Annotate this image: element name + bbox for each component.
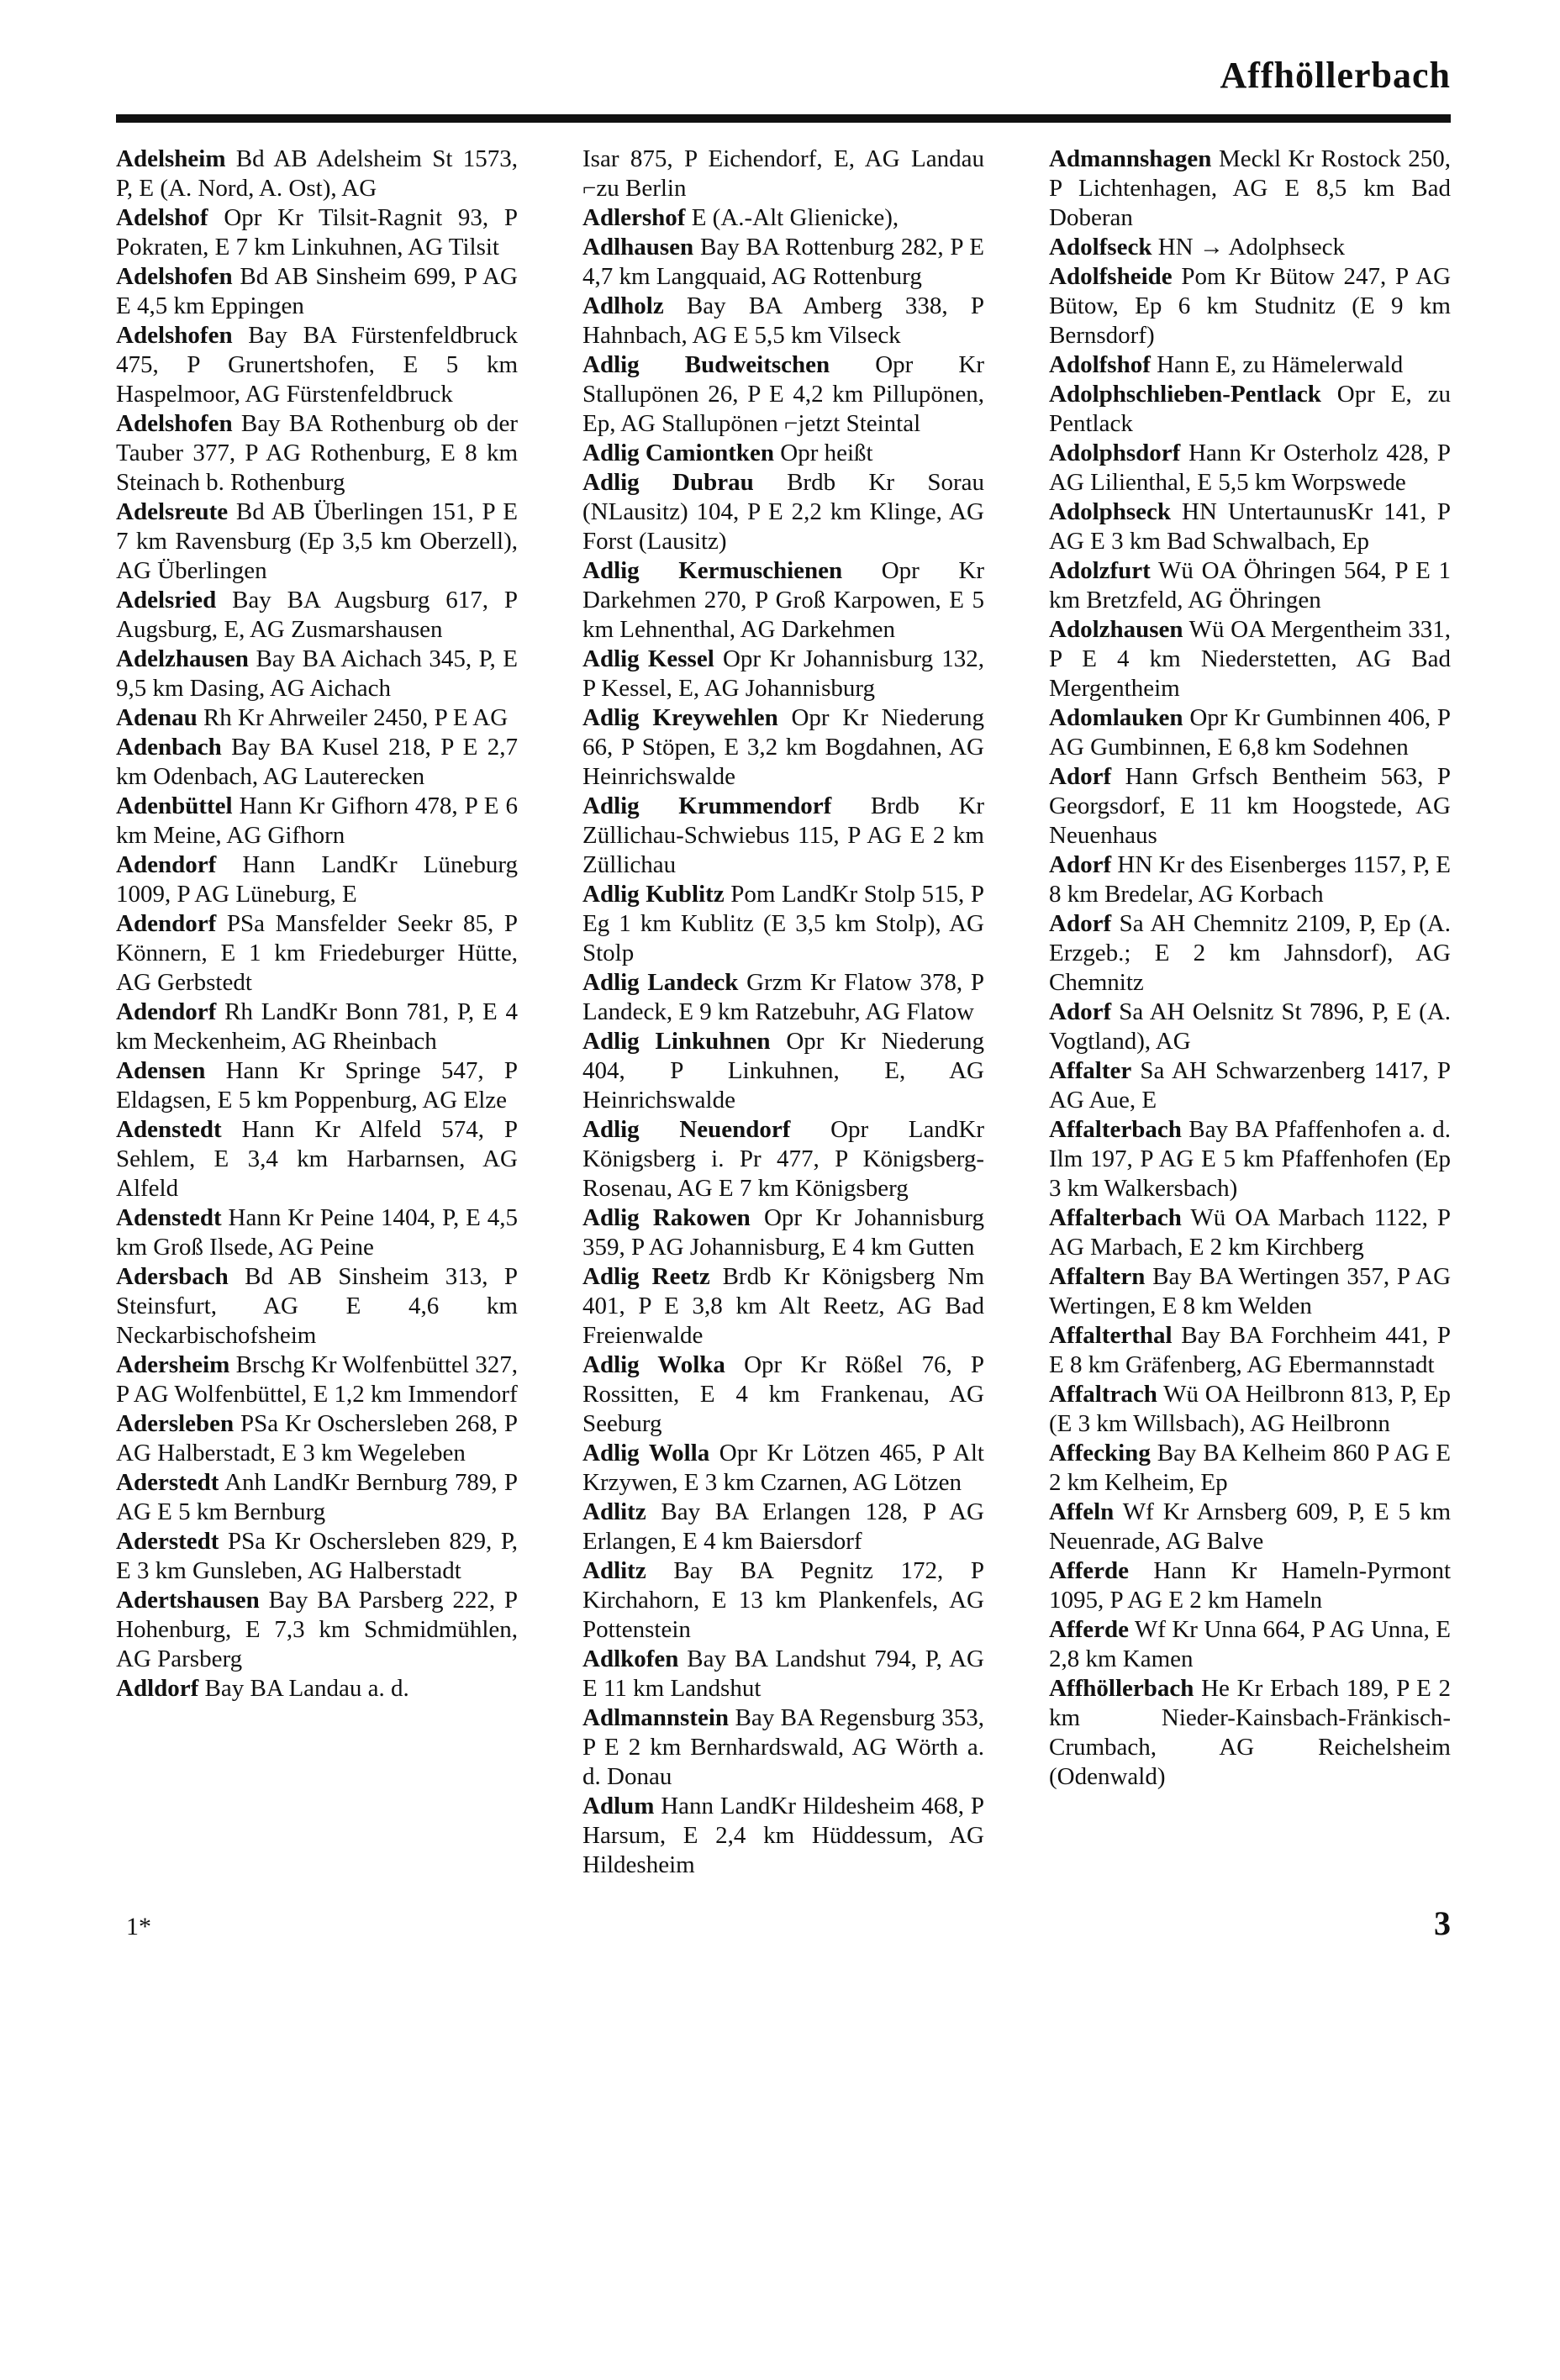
entry-place-name: Affecking [1049, 1440, 1151, 1466]
gazetteer-entry [116, 1203, 518, 1262]
gazetteer-entry [1049, 1615, 1451, 1674]
entry-place-name: Adorf [1049, 998, 1112, 1025]
gazetteer-entry [116, 1115, 518, 1203]
entry-place-name: Adlig Budweitschen [582, 351, 830, 378]
gazetteer-entry [1049, 909, 1451, 998]
entry-place-name: Adlholz [582, 292, 664, 319]
entry-details: HN → Adolphseck [1157, 234, 1346, 261]
entry-details: He Kr Erbach 189, P E 2 km Nieder-Kainsbach-Fränkisch-Crumbach, AG Reichelsheim (Odenwald) [1049, 1675, 1452, 1790]
gazetteer-entry [1049, 615, 1451, 703]
gazetteer-entry [116, 1527, 518, 1586]
entry-details: Wü OA Heilbronn 813, P, Ep (E 3 km Willsbach), AG Heilbronn [1049, 1381, 1451, 1437]
entry-place-name: Adelshofen [116, 322, 233, 349]
entry-place-name: Affalterthal [1049, 1322, 1173, 1349]
entry-details: Bay BA Pfaffenhofen a. d. Ilm 197, P AG E 5 km Pfaffenhofen (Ep 3 km Walkersbach) [1049, 1116, 1451, 1202]
entry-place-name: Adlig Wolla [582, 1440, 710, 1466]
gazetteer-entry [582, 1792, 984, 1880]
entry-details: Opr Kr Johannisburg 359, P AG Johannisburg, E 4 km Gutten [582, 1204, 985, 1261]
entry-details: Bay BA Fürstenfeldbruck 475, P Grunertshofen, E 5 km Haspelmoor, AG Fürstenfeldbruck [116, 322, 519, 408]
entry-place-name: Admannshagen [1049, 145, 1212, 172]
entry-details: HN UntertaunusKr 141, P AG E 3 km Bad Schwalbach, Ep [1049, 498, 1452, 555]
entry-place-name: Adlig Dubrau [582, 469, 754, 496]
entry-details: Opr LandKr Königsberg i. Pr 477, P Königsberg-Rosenau, AG E 7 km Königsberg [582, 1116, 984, 1202]
gazetteer-entry [1049, 1203, 1451, 1262]
gazetteer-entry [582, 468, 984, 556]
gazetteer-entry [1049, 498, 1451, 556]
entry-details: Pom Kr Bütow 247, P AG Bütow, Ep 6 km Studnitz (E 9 km Bernsdorf) [1049, 263, 1452, 349]
entry-place-name: Adelzhausen [116, 645, 249, 672]
column-2 [582, 145, 984, 1880]
gazetteer-entry [116, 1674, 518, 1703]
entry-details: Opr Kr Tilsit-Ragnit 93, P Pokraten, E 7 km Linkuhnen, AG Tilsit [116, 204, 518, 261]
entry-place-name: Affalterbach [1049, 1204, 1182, 1231]
entry-details: Hann LandKr Hildesheim 468, P Harsum, E 2,4 km Hüddessum, AG Hildesheim [582, 1793, 984, 1878]
gazetteer-entry [1049, 1115, 1451, 1203]
gazetteer-entry [582, 1556, 984, 1645]
entry-details: Wf Kr Arnsberg 609, P, E 5 km Neuenrade, AG Balve [1049, 1498, 1452, 1555]
entry-place-name: Adolzfurt [1049, 557, 1151, 584]
gazetteer-entry [1049, 1321, 1451, 1380]
gazetteer-entry [582, 292, 984, 350]
entry-place-name: Adelsried [116, 587, 217, 613]
entry-place-name: Adersbach [116, 1263, 229, 1290]
entry-place-name: Adlkofen [582, 1645, 679, 1672]
entry-details: Bay BA Regensburg 353, P E 2 km Bernhardswald, AG Wörth a. d. Donau [582, 1704, 985, 1790]
entry-details: Isar 875, P Eichendorf, E, AG Landau ⌐zu Berlin [582, 145, 984, 202]
entry-details: Hann Kr Hameln-Pyrmont 1095, P AG E 2 km Hameln [1049, 1557, 1451, 1614]
entry-place-name: Adlmannstein [582, 1704, 730, 1731]
gazetteer-entry [582, 880, 984, 968]
entry-place-name: Adlig Kublitz [582, 881, 725, 908]
entry-details: PSa Mansfelder Seekr 85, P Könnern, E 1 km Friedeburger Hütte, AG Gerbstedt [116, 910, 519, 996]
entry-details: Bd AB Sinsheim 699, P AG E 4,5 km Eppingen [116, 263, 519, 319]
entry-details: Hann Grfsch Bentheim 563, P Georgsdorf, E 11 km Hoogstede, AG Neuenhaus [1049, 763, 1452, 849]
entry-details: Opr Kr Niederung 66, P Stöpen, E 3,2 km Bogdahnen, AG Heinrichswalde [582, 704, 984, 790]
entry-place-name: Adolfseck [1049, 234, 1152, 261]
entry-details: Bay BA Augsburg 617, P Augsburg, E, AG Zusmarshausen [116, 587, 519, 643]
entry-details: Brschg Kr Wolfenbüttel 327, P AG Wolfenbüttel, E 1,2 km Immendorf [116, 1351, 518, 1408]
entry-details: Meckl Kr Rostock 250, P Lichtenhagen, AG E 8,5 km Bad Doberan [1049, 145, 1452, 231]
entry-place-name: Adendorf [116, 910, 217, 937]
entry-details: HN Kr des Eisenberges 1157, P, E 8 km Bredelar, AG Korbach [1049, 851, 1452, 908]
gazetteer-entry [582, 703, 984, 792]
entry-place-name: Adolphschlieben-Pentlack [1049, 381, 1321, 408]
entry-details: Bay BA Aichach 345, P, E 9,5 km Dasing, AG Aichach [116, 645, 519, 702]
gazetteer-entry [116, 909, 518, 998]
entry-details: Bay BA Kusel 218, P E 2,7 km Odenbach, AG Lauterecken [116, 734, 519, 790]
gazetteer-entry [1049, 1439, 1451, 1498]
entry-place-name: Adlitz [582, 1498, 646, 1525]
entry-details: Pom LandKr Stolp 515, P Eg 1 km Kublitz (E 3,5 km Stolp), AG Stolp [582, 881, 984, 966]
gazetteer-entry [1049, 762, 1451, 850]
entry-details: Sa AH Oelsnitz St 7896, P, E (A. Vogtland), AG [1049, 998, 1452, 1055]
gazetteer-entry [116, 645, 518, 703]
entry-place-name: Adersleben [116, 1410, 235, 1437]
entry-place-name: Adlitz [582, 1557, 646, 1584]
entry-place-name: Adlig Kreywehlen [582, 704, 778, 731]
gazetteer-entry [582, 1645, 984, 1703]
gazetteer-entry [116, 850, 518, 909]
entry-details: Hann LandKr Lüneburg 1009, P AG Lüneburg, E [116, 851, 518, 908]
entry-details: Opr Kr Niederung 404, P Linkuhnen, E, AG Heinrichswalde [582, 1028, 985, 1114]
entry-place-name: Affalterbach [1049, 1116, 1182, 1143]
entry-details: Wf Kr Unna 664, P AG Unna, E 2,8 km Kamen [1049, 1616, 1451, 1672]
entry-details: Sa AH Chemnitz 2109, P, Ep (A. Erzgeb.; E 2 km Jahnsdorf), AG Chemnitz [1049, 910, 1451, 996]
entry-details: Opr Kr Stallupönen 26, P E 4,2 km Pillupönen, Ep, AG Stallupönen ⌐jetzt Steintal [582, 351, 984, 437]
gazetteer-entry [1049, 1262, 1451, 1321]
entry-place-name: Adlig Wolka [582, 1351, 725, 1378]
gazetteer-entry [116, 998, 518, 1056]
gazetteer-entry [582, 556, 984, 645]
page-number: 3 [1434, 1904, 1451, 1942]
entry-place-name: Adlig Kessel [582, 645, 714, 672]
gazetteer-entry [116, 145, 518, 203]
entry-details: Sa AH Schwarzenberg 1417, P AG Aue, E [1049, 1057, 1452, 1114]
entry-place-name: Adendorf [116, 998, 217, 1025]
gazetteer-entry [1049, 439, 1451, 498]
gazetteer-entry [1049, 262, 1451, 350]
gazetteer-entry [116, 586, 518, 645]
entry-details: Opr Kr Rößel 76, P Rossitten, E 4 km Frankenau, AG Seeburg [582, 1351, 985, 1437]
entry-place-name: Adolfsheide [1049, 263, 1173, 290]
entry-details: Bay BA Landshut 794, P, AG E 11 km Landshut [582, 1645, 984, 1702]
gazetteer-entry [582, 1351, 984, 1439]
entry-place-name: Adorf [1049, 851, 1112, 878]
gazetteer-entry [582, 1498, 984, 1556]
entry-details: Hann Kr Peine 1404, P, E 4,5 km Groß Ilsede, AG Peine [116, 1204, 518, 1261]
entry-details: Hann E, zu Hämelerwald [1157, 351, 1404, 378]
entry-place-name: Adelshof [116, 204, 208, 231]
gazetteer-entry [582, 1027, 984, 1115]
entry-details: Opr heißt [780, 440, 873, 466]
entry-details: Bay BA Parsberg 222, P Hohenburg, E 7,3 km Schmidmühlen, AG Parsberg [116, 1587, 518, 1672]
gazetteer-entry [582, 792, 984, 880]
entry-place-name: Adlershof [582, 204, 686, 231]
gazetteer-entry [116, 1056, 518, 1115]
gazetteer-entry [116, 733, 518, 792]
entry-place-name: Adenstedt [116, 1204, 222, 1231]
entry-details: E (A.-Alt Glienicke), [691, 204, 899, 231]
entry-place-name: Adlig Linkuhnen [582, 1028, 771, 1055]
entry-details: Hann Kr Osterholz 428, P AG Lilienthal, E 5,5 km Worpswede [1049, 440, 1451, 496]
entry-place-name: Adlig Kermuschienen [582, 557, 843, 584]
entry-place-name: Adlig Neuendorf [582, 1116, 791, 1143]
entry-details: Rh LandKr Bonn 781, P, E 4 km Meckenheim, AG Rheinbach [116, 998, 519, 1055]
entry-details: Bay BA Pegnitz 172, P Kirchahorn, E 13 km Plankenfels, AG Pottenstein [582, 1557, 985, 1643]
gazetteer-entry [116, 262, 518, 321]
entry-place-name: Adolfshof [1049, 351, 1151, 378]
entry-place-name: Adlig Landeck [582, 969, 739, 996]
entry-details: Bay BA Forchheim 441, P E 8 km Gräfenberg, AG Ebermannstadt [1049, 1322, 1451, 1378]
entry-details: Bay BA Wertingen 357, P AG Wertingen, E 8 km Welden [1049, 1263, 1452, 1319]
gazetteer-entry [582, 1439, 984, 1498]
entry-details: Wü OA Mergentheim 331, P E 4 km Niederstetten, AG Bad Mergentheim [1049, 616, 1451, 702]
entry-place-name: Adelshofen [116, 263, 233, 290]
entry-place-name: Aderstedt [116, 1469, 219, 1496]
entry-place-name: Adlig Camiontken [582, 440, 775, 466]
entry-place-name: Adlhausen [582, 234, 694, 261]
entry-place-name: Adertshausen [116, 1587, 260, 1614]
entry-details: Grzm Kr Flatow 378, P Landeck, E 9 km Ratzebuhr, AG Flatow [582, 969, 984, 1025]
running-head: Affhöllerbach [1220, 55, 1451, 96]
gazetteer-entry [1049, 1556, 1451, 1615]
entry-details: Bay BA Rothenburg ob der Tauber 377, P AG Rothenburg, E 8 km Steinach b. Rothenburg [116, 410, 519, 496]
gazetteer-entry [116, 409, 518, 498]
entry-place-name: Affhöllerbach [1049, 1675, 1194, 1702]
entry-details: Brdb Kr Züllichau-Schwiebus 115, P AG E 2 km Züllichau [582, 792, 985, 878]
gazetteer-entry [116, 203, 518, 262]
column-3 [1049, 145, 1451, 1880]
gazetteer-entry [116, 792, 518, 850]
entry-place-name: Afferde [1049, 1557, 1130, 1584]
gazetteer-entry [582, 203, 984, 233]
gazetteer-entry [582, 1262, 984, 1351]
entry-place-name: Adensen [116, 1057, 206, 1084]
entry-details: Bay BA Rottenburg 282, P E 4,7 km Langquaid, AG Rottenburg [582, 234, 984, 290]
entry-place-name: Affaltern [1049, 1263, 1146, 1290]
entry-place-name: Adlig Reetz [582, 1263, 710, 1290]
gazetteer-entry [1049, 850, 1451, 909]
entry-details: Rh Kr Ahrweiler 2450, P E AG [203, 704, 509, 731]
entry-details: Bay BA Kelheim 860 P AG E 2 km Kelheim, Ep [1049, 1440, 1452, 1496]
entry-place-name: Adolphsdorf [1049, 440, 1181, 466]
entry-place-name: Adersheim [116, 1351, 230, 1378]
gazetteer-entry [582, 1203, 984, 1262]
entry-details: Opr Kr Darkehmen 270, P Groß Karpowen, E 5 km Lehnenthal, AG Darkehmen [582, 557, 984, 643]
entry-details: Bd AB Überlingen 151, P E 7 km Ravensburg (Ep 3,5 km Oberzell), AG Überlingen [116, 498, 518, 584]
gazetteer-entry [582, 233, 984, 292]
entry-details: Anh LandKr Bernburg 789, P AG E 5 km Bernburg [116, 1469, 518, 1525]
footer [116, 1903, 1451, 1944]
entry-place-name: Adldorf [116, 1675, 199, 1702]
entry-details: Wü OA Öhringen 564, P E 1 km Bretzfeld, AG Öhringen [1049, 557, 1452, 613]
gazetteer-entry [116, 1351, 518, 1409]
gazetteer-entry [1049, 1056, 1451, 1115]
entry-place-name: Adelsreute [116, 498, 229, 525]
entry-place-name: Adlig Krummendorf [582, 792, 832, 819]
entry-place-name: Adolphseck [1049, 498, 1172, 525]
gazetteer-entry [1049, 1674, 1451, 1792]
entry-details: Bay BA Erlangen 128, P AG Erlangen, E 4 km Baiersdorf [582, 1498, 984, 1555]
entry-place-name: Adenbüttel [116, 792, 233, 819]
header-rule [116, 114, 1451, 123]
entry-place-name: Adenbach [116, 734, 222, 761]
entry-details: Opr Kr Lötzen 465, P Alt Krzywen, E 3 km Czarnen, AG Lötzen [582, 1440, 984, 1496]
gazetteer-entry [582, 439, 984, 468]
gazetteer-entry [1049, 703, 1451, 762]
entry-details: Hann Kr Gifhorn 478, P E 6 km Meine, AG Gifhorn [116, 792, 519, 849]
entry-place-name: Adelshofen [116, 410, 233, 437]
entry-details: Brdb Kr Königsberg Nm 401, P E 3,8 km Alt Reetz, AG Bad Freienwalde [582, 1263, 985, 1349]
entry-place-name: Adorf [1049, 763, 1112, 790]
entry-place-name: Aderstedt [116, 1528, 219, 1555]
gazetteer-entry [1049, 233, 1451, 262]
entry-details: Wü OA Marbach 1122, P AG Marbach, E 2 km Kirchberg [1049, 1204, 1451, 1261]
entry-details: Opr Kr Johannisburg 132, P Kessel, E, AG Johannisburg [582, 645, 984, 702]
entry-place-name: Adorf [1049, 910, 1112, 937]
gazetteer-entry [1049, 556, 1451, 615]
entry-details: Hann Kr Springe 547, P Eldagsen, E 5 km Poppenburg, AG Elze [116, 1057, 519, 1114]
gazetteer-entry [116, 498, 518, 586]
entry-place-name: Afferde [1049, 1616, 1130, 1643]
gazetteer-entry [582, 350, 984, 439]
entry-details: PSa Kr Oschersleben 268, P AG Halberstadt, E 3 km Wegeleben [116, 1410, 519, 1466]
entry-details: Brdb Kr Sorau (NLausitz) 104, P E 2,2 km Klinge, AG Forst (Lausitz) [582, 469, 985, 555]
gazetteer-entry [116, 321, 518, 409]
gazetteer-entry [582, 968, 984, 1027]
gazetteer-entry [582, 145, 984, 203]
entry-details: Opr E, zu Pentlack [1049, 381, 1452, 437]
entry-place-name: Adenstedt [116, 1116, 222, 1143]
gazetteer-entry [116, 1586, 518, 1674]
column-1 [116, 145, 518, 1880]
gazetteer-entry [116, 1468, 518, 1527]
entry-place-name: Affeln [1049, 1498, 1115, 1525]
gazetteer-entry [582, 1703, 984, 1792]
entry-details: Bd AB Sinsheim 313, P Steinsfurt, AG E 4,6 km Neckarbischofsheim [116, 1263, 519, 1349]
gazetteer-entry [1049, 1498, 1451, 1556]
entry-details: Bd AB Adelsheim St 1573, P, E (A. Nord, A. Ost), AG [116, 145, 518, 202]
entry-details: Hann Kr Alfeld 574, P Sehlem, E 3,4 km Harbarnsen, AG Alfeld [116, 1116, 519, 1202]
signature-mark: 1* [126, 1913, 151, 1940]
gazetteer-entry [582, 1115, 984, 1203]
gazetteer-entry [1049, 1380, 1451, 1439]
entry-place-name: Adlum [582, 1793, 655, 1819]
entry-details: Bay BA Landau a. d. [204, 1675, 409, 1702]
gazetteer-entry [1049, 145, 1451, 233]
entry-place-name: Affalter [1049, 1057, 1132, 1084]
gazetteer-entry [1049, 350, 1451, 380]
entry-details: Bay BA Amberg 338, P Hahnbach, AG E 5,5 km Vilseck [582, 292, 985, 349]
gazetteer-entry [116, 1262, 518, 1351]
gazetteer-entry [1049, 998, 1451, 1056]
entry-place-name: Adendorf [116, 851, 217, 878]
entry-details: Opr Kr Gumbinnen 406, P AG Gumbinnen, E 6,8 km Sodehnen [1049, 704, 1452, 761]
entry-place-name: Adelsheim [116, 145, 226, 172]
entry-place-name: Adolzhausen [1049, 616, 1183, 643]
columns [116, 145, 1451, 1880]
entry-place-name: Adomlauken [1049, 704, 1183, 731]
entry-place-name: Adenau [116, 704, 198, 731]
entry-place-name: Adlig Rakowen [582, 1204, 751, 1231]
gazetteer-entry [116, 1409, 518, 1468]
header [116, 52, 1451, 108]
gazetteer-entry [1049, 380, 1451, 439]
entry-details: PSa Kr Oschersleben 829, P, E 3 km Gunsleben, AG Halberstadt [116, 1528, 519, 1584]
entry-place-name: Affaltrach [1049, 1381, 1157, 1408]
gazetteer-entry [582, 645, 984, 703]
gazetteer-entry [116, 703, 518, 733]
